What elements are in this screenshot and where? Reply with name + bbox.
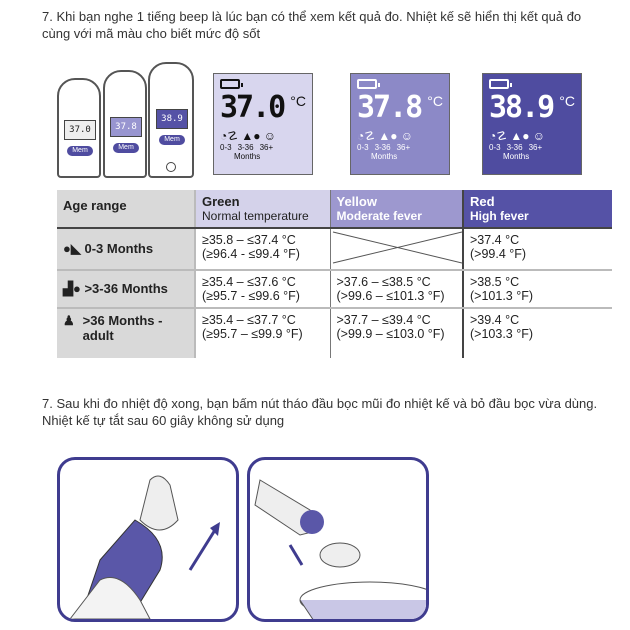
standing-child-icon: ♟	[63, 313, 75, 328]
unit-label: °C	[427, 93, 443, 109]
battery-icon	[220, 79, 240, 89]
header-green: Green Normal temperature	[195, 190, 330, 228]
header-yellow: Yellow Moderate fever	[330, 190, 463, 228]
battery-icon	[489, 79, 509, 89]
not-applicable-cell	[330, 228, 463, 270]
step-7-instruction: 7. Khi bạn nghe 1 tiếng beep là lúc bạn có thể xem kết quả đo. Nhiệt kế sẽ hiển thị kết quả đo cùng với mã màu cho biết mức độ sốt	[42, 9, 582, 41]
unit-label: °C	[290, 93, 306, 109]
mem-button: Mem	[113, 143, 139, 153]
battery-icon	[357, 79, 377, 89]
display-normal	[213, 73, 313, 175]
temperature-reading: 37.0	[220, 90, 285, 125]
thermometer-device	[103, 70, 147, 178]
dispose-cap-illustration	[247, 457, 429, 622]
step-7-eject-instruction: 7. Sau khi đo nhiệt độ xong, bạn bấm nút tháo đầu bọc mũi đo nhiệt kế và bỏ đầu bọc vừa dùng. Nhiệt kế tự tắt sau 60 giây không sử dụng	[42, 396, 598, 428]
mem-button: Mem	[67, 146, 93, 156]
age-icons: ◔☡ ▲● ☺ 0-3 3-36 36+ Months	[357, 129, 414, 161]
device-display: 38.9	[156, 109, 188, 129]
temperature-reading: 38.9	[489, 90, 554, 125]
crawling-child-icon: ▟●	[63, 281, 85, 296]
infant-icon: ●◣	[63, 241, 85, 256]
power-button-icon	[166, 162, 176, 172]
table-row: ▟● >3-36 Months ≥35.4 – ≤37.6 °C (≥95.7 - ≤99.6 °F) >37.6 – ≤38.5 °C (>99.6 – ≤101.3 °F) >38.5 °C (>101.3 °F)	[57, 270, 612, 308]
unit-label: °C	[559, 93, 575, 109]
mem-button: Mem	[159, 135, 185, 145]
thermometer-device	[57, 78, 101, 178]
age-icons: ◔☡ ▲● ☺ 0-3 3-36 36+ Months	[220, 129, 277, 161]
header-age: Age range	[57, 190, 195, 228]
table-row: ●◣ 0-3 Months ≥35.8 – ≤37.4 °C (≥96.4 - ≤99.4 °F) >37.4 °C (>99.4 °F)	[57, 228, 612, 270]
display-high	[482, 73, 582, 175]
thermometer-device	[148, 62, 194, 178]
age-icons: ◔☡ ▲● ☺ 0-3 3-36 36+ Months	[489, 129, 546, 161]
device-display: 37.0	[64, 120, 96, 140]
fever-table	[57, 190, 612, 358]
temperature-reading: 37.8	[357, 90, 422, 125]
eject-cap-illustration	[57, 457, 239, 622]
table-row: ♟ >36 Months - adult ≥35.4 – ≤37.7 °C (≥95.7 – ≤99.9 °F) >37.7 – ≤39.4 °C (>99.9 – ≤103.0 °F) >39.4 °C (>103.3 °F)	[57, 308, 612, 358]
device-display: 37.8	[110, 117, 142, 137]
display-moderate	[350, 73, 450, 175]
header-red: Red High fever	[463, 190, 612, 228]
